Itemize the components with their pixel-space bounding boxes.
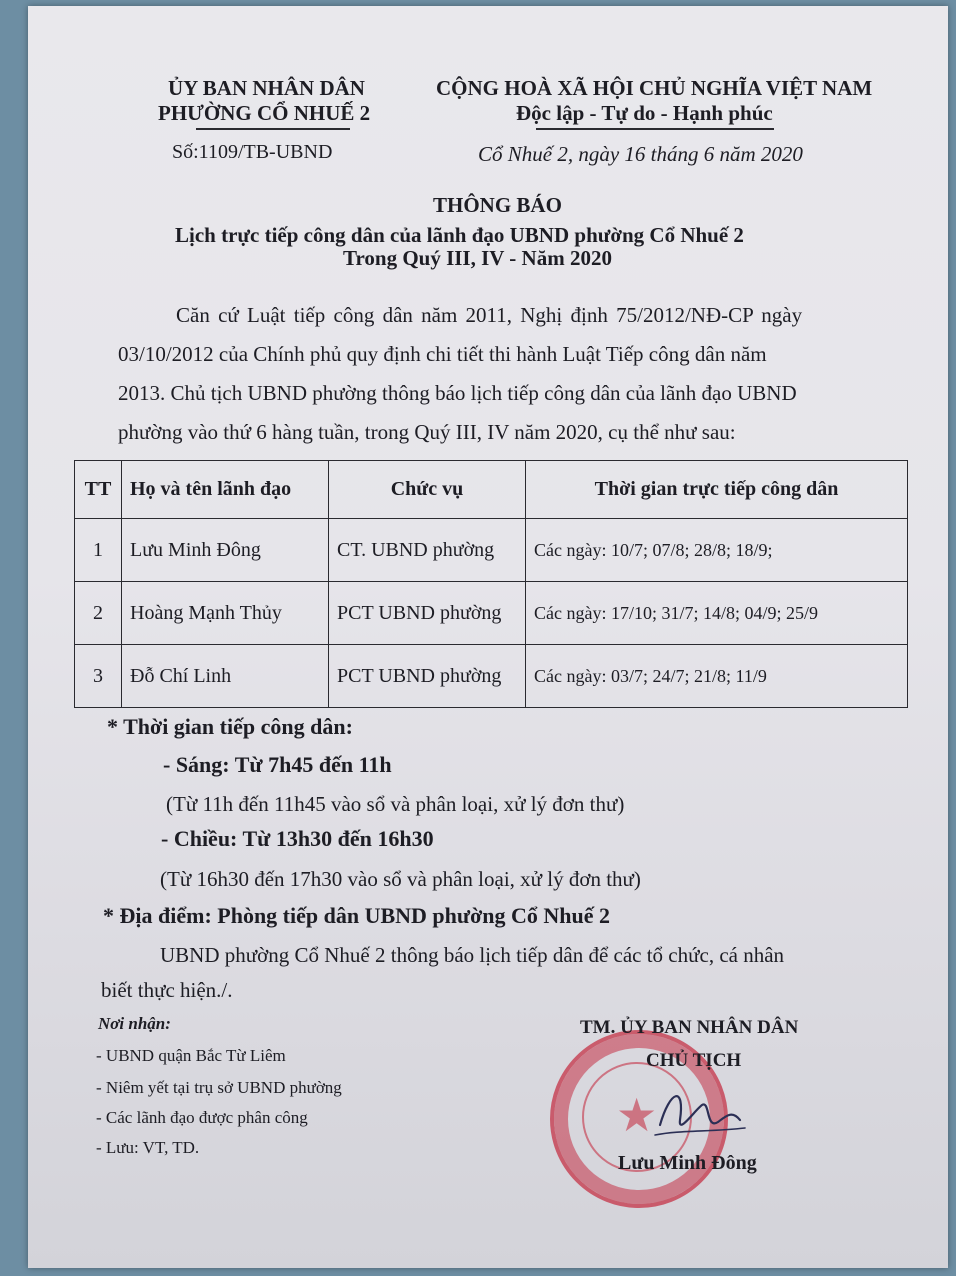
agency-name: ỦY BAN NHÂN DÂN [168, 76, 365, 100]
document-title: THÔNG BÁO [433, 193, 562, 217]
motto-underline [536, 128, 774, 130]
document-number: Số:1109/TB-UBND [172, 141, 333, 163]
header-time: Thời gian trực tiếp công dân [526, 461, 908, 519]
document-subtitle: Lịch trực tiếp công dân của lãnh đạo UBND phường Cổ Nhuế 2 [175, 223, 744, 247]
table-row [75, 582, 908, 645]
document-period: Trong Quý III, IV - Năm 2020 [343, 246, 612, 270]
issue-date: Cổ Nhuế 2, ngày 16 tháng 6 năm 2020 [478, 142, 803, 166]
leader-name: Lưu Minh Đông [122, 519, 329, 582]
header-tt: TT [75, 461, 122, 519]
closing-line-1: UBND phường Cổ Nhuế 2 thông báo lịch tiếp dân để các tổ chức, cá nhân [160, 943, 785, 967]
afternoon-hours: - Chiều: Từ 13h30 đến 16h30 [161, 826, 434, 851]
signer-title: CHỦ TỊCH [646, 1050, 742, 1071]
recipient-item: - Các lãnh đạo được phân công [96, 1108, 308, 1127]
seal-star-icon: ★ [616, 1090, 658, 1141]
reception-time-heading: * Thời gian tiếp công dân: [107, 714, 353, 739]
intro-line-4: phường vào thứ 6 hàng tuần, trong Quý III, IV năm 2020, cụ thể như sau: [118, 420, 736, 444]
leader-name: Hoàng Mạnh Thủy [122, 582, 329, 645]
signer-organization: TM. ỦY BAN NHÂN DÂN [580, 1017, 799, 1038]
handwritten-signature [640, 1080, 750, 1150]
header-name: Họ và tên lãnh đạo [122, 461, 329, 519]
reception-days: Các ngày: 10/7; 07/8; 28/8; 18/9; [526, 519, 908, 582]
leader-position: CT. UBND phường [329, 519, 526, 582]
table-header-row [75, 461, 908, 519]
row-number: 3 [75, 645, 122, 708]
header-position: Chức vụ [329, 461, 526, 519]
ward-name: PHƯỜNG CỔ NHUẾ 2 [158, 101, 371, 125]
afternoon-note: (Từ 16h30 đến 17h30 vào sổ và phân loại, xử lý đơn thư) [160, 867, 641, 891]
leader-position: PCT UBND phường [329, 582, 526, 645]
leader-name: Đỗ Chí Linh [122, 645, 329, 708]
reception-days: Các ngày: 17/10; 31/7; 14/8; 04/9; 25/9 [526, 582, 908, 645]
morning-hours: - Sáng: Từ 7h45 đến 11h [163, 752, 392, 777]
row-number: 1 [75, 519, 122, 582]
morning-note: (Từ 11h đến 11h45 vào sổ và phân loại, xử lý đơn thư) [166, 792, 625, 816]
table-row [75, 519, 908, 582]
leader-position: PCT UBND phường [329, 645, 526, 708]
location: * Địa điểm: Phòng tiếp dân UBND phường Cổ Nhuế 2 [103, 903, 611, 928]
recipients-heading: Nơi nhận: [98, 1014, 171, 1033]
intro-line-2: 03/10/2012 của Chính phủ quy định chi tiết thi hành Luật Tiếp công dân năm [118, 342, 767, 366]
recipient-item: - Lưu: VT, TD. [96, 1138, 200, 1157]
country-name: CỘNG HOÀ XÃ HỘI CHỦ NGHĨA VIỆT NAM [436, 76, 873, 100]
reception-days: Các ngày: 03/7; 24/7; 21/8; 11/9 [526, 645, 908, 708]
recipient-item: - UBND quận Bắc Từ Liêm [96, 1046, 286, 1065]
schedule-table [74, 460, 908, 708]
intro-line-1: Căn cứ Luật tiếp công dân năm 2011, Nghị định 75/2012/NĐ-CP ngày [176, 303, 803, 327]
national-motto: Độc lập - Tự do - Hạnh phúc [516, 101, 773, 125]
signer-name: Lưu Minh Đông [618, 1152, 757, 1174]
intro-line-3: 2013. Chủ tịch UBND phường thông báo lịch tiếp công dân của lãnh đạo UBND [118, 381, 797, 405]
ward-underline [196, 128, 350, 130]
row-number: 2 [75, 582, 122, 645]
closing-line-2: biết thực hiện./. [101, 978, 233, 1002]
table-row [75, 645, 908, 708]
recipient-item: - Niêm yết tại trụ sở UBND phường [96, 1078, 342, 1097]
